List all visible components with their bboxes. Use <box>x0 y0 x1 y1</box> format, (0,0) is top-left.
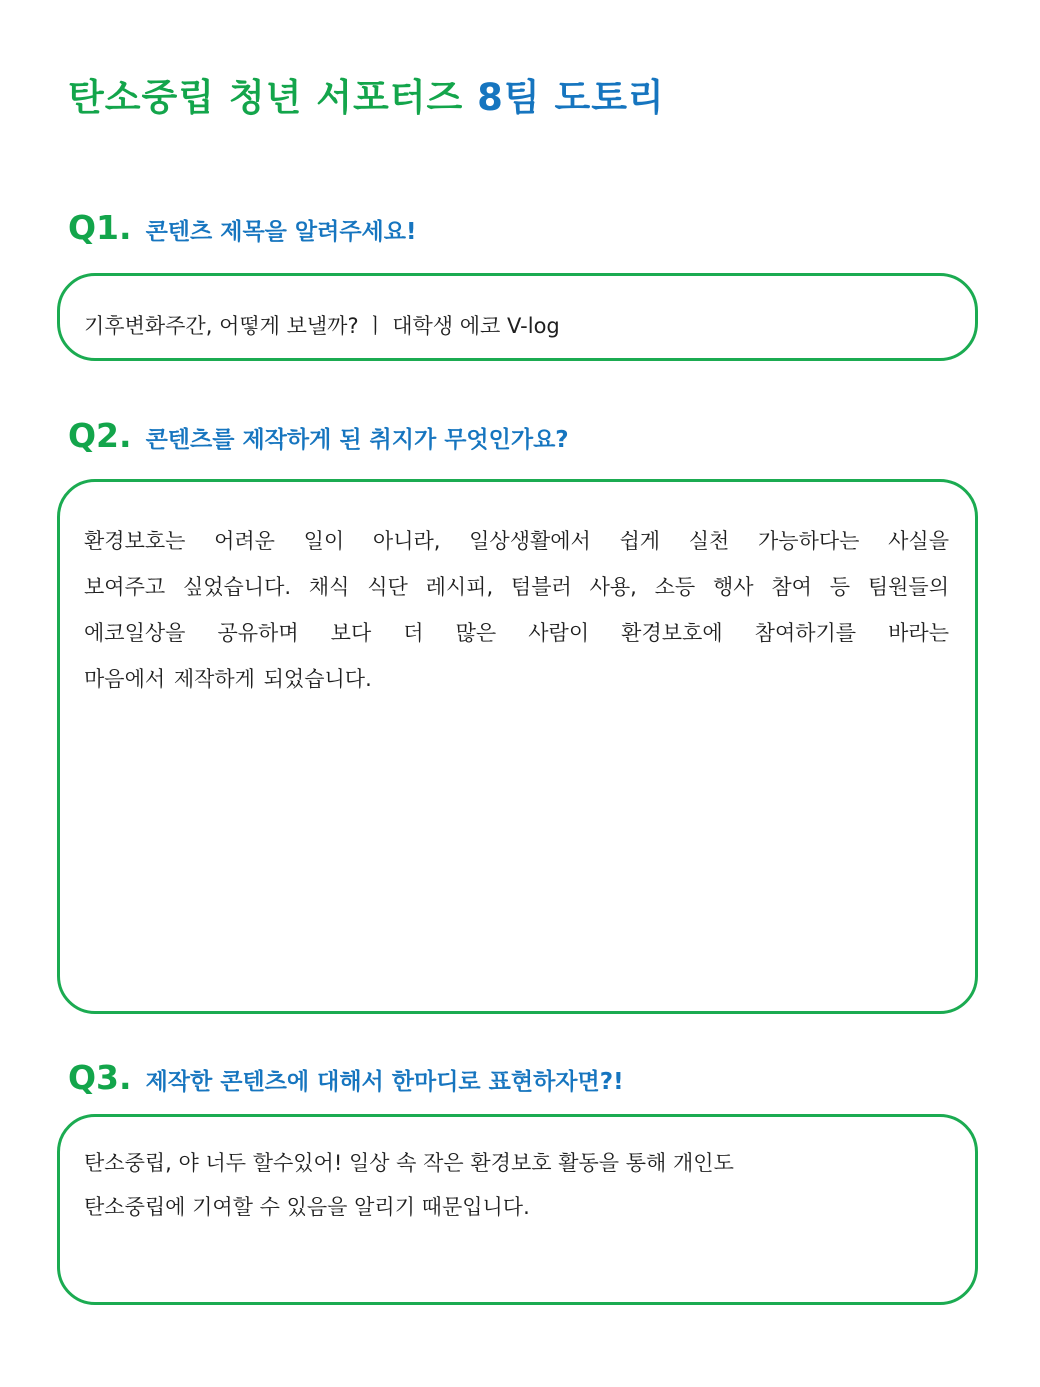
question-1-heading <box>68 208 416 247</box>
answer-2-line-4: 마음에서 제작하게 되었습니다. <box>84 667 372 691</box>
question-3-heading <box>68 1058 624 1097</box>
question-3-text: 제작한 콘텐츠에 대해서 한마디로 표현하자면?! <box>145 1069 624 1095</box>
question-1-text: 콘텐츠 제목을 알려주세요! <box>145 219 417 245</box>
answer-1-box <box>57 273 978 361</box>
answer-3-line-1: 탄소중립, 야 너두 할수있어! 일상 속 작은 환경보호 활동을 통해 개인도 <box>84 1151 734 1175</box>
answer-1-line-1: 기후변화주간, 어떻게 보낼까? ㅣ 대학생 에코 V-log <box>84 314 560 338</box>
answer-2-line-2: 보여주고 싶었습니다. 채식 식단 레시피, 텀블러 사용, 소등 행사 참여 등 팀원들의 <box>84 575 949 599</box>
question-2-heading <box>68 416 569 455</box>
question-2-number: Q2. <box>68 416 132 455</box>
answer-2-line-1: 환경보호는 어려운 일이 아니라, 일상생활에서 쉽게 실천 가능하다는 사실을 <box>84 529 949 553</box>
question-3-number: Q3. <box>68 1058 132 1097</box>
answer-3-box <box>57 1114 978 1305</box>
page-title <box>68 70 665 126</box>
title-blue-part: 8팀 도토리 <box>477 76 665 119</box>
question-1-number: Q1. <box>68 208 132 247</box>
answer-3-line-2: 탄소중립에 기여할 수 있음을 알리기 때문입니다. <box>84 1195 530 1219</box>
answer-2-line-3: 에코일상을 공유하며 보다 더 많은 사람이 환경보호에 참여하기를 바라는 <box>84 621 949 645</box>
question-2-text: 콘텐츠를 제작하게 된 취지가 무엇인가요? <box>145 427 569 453</box>
title-green-part: 탄소중립 청년 서포터즈 <box>68 76 464 119</box>
answer-2-box <box>57 479 978 1014</box>
